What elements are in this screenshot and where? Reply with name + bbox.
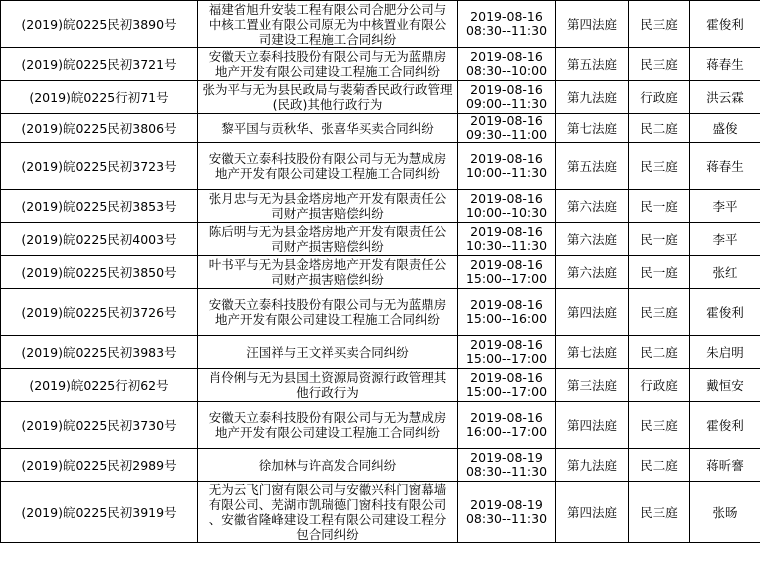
division-cell [629, 482, 690, 543]
division-cell [629, 336, 690, 369]
division: 民一庭 [640, 264, 678, 280]
hearing-time-cell [458, 289, 556, 336]
hearing-time: 09:00--11:30 [465, 96, 548, 111]
hearing-time-cell [458, 223, 556, 256]
hearing-time-cell [458, 336, 556, 369]
table-row [1, 369, 760, 402]
case-cause-cell [198, 449, 458, 482]
table-row [1, 223, 760, 256]
hearing-time: 08:30--11:30 [465, 511, 548, 526]
courtroom: 第三法庭 [566, 377, 617, 393]
division-cell [629, 81, 690, 114]
courtroom: 第七法庭 [566, 120, 617, 136]
case-cause-line: 黎平国与贡秋华、张喜华买卖合同纠纷 [221, 120, 434, 136]
case-number: (2019)皖0225民初3983号 [21, 344, 177, 360]
table-body [1, 1, 760, 543]
division: 民三庭 [640, 158, 678, 174]
case-cause-cell [198, 190, 458, 223]
hearing-time-cell [458, 143, 556, 190]
case-number-cell [1, 190, 198, 223]
courtroom-cell [556, 114, 629, 143]
judge: 戴恒安 [706, 377, 744, 393]
case-cause-line: 地产开发有限公司建设工程施工合同纠纷 [214, 166, 440, 181]
case-cause-line: 地产开发有限公司建设工程施工合同纠纷 [214, 425, 440, 440]
courtroom-cell [556, 223, 629, 256]
judge-cell [690, 449, 760, 482]
division: 民三庭 [640, 417, 678, 433]
division-cell [629, 256, 690, 289]
division-cell [629, 402, 690, 449]
judge-cell [690, 336, 760, 369]
courtroom-cell [556, 369, 629, 402]
case-cause-cell [198, 143, 458, 190]
division: 民一庭 [640, 198, 678, 214]
table-row [1, 143, 760, 190]
case-number: (2019)皖0225民初2989号 [21, 457, 177, 473]
judge: 蒋昕謇 [706, 457, 744, 473]
courtroom: 第四法庭 [566, 417, 617, 433]
judge-cell [690, 289, 760, 336]
case-number-cell [1, 369, 198, 402]
case-number-cell [1, 48, 198, 81]
hearing-time-cell [458, 114, 556, 143]
judge-cell [690, 402, 760, 449]
table-row [1, 402, 760, 449]
judge-cell [690, 190, 760, 223]
case-cause-line: 地产开发有限公司建设工程施工合同纠纷 [214, 64, 440, 79]
case-cause-line: 安徽天立泰科技股份有限公司与无为慧成房 [208, 151, 447, 166]
case-cause-cell [198, 289, 458, 336]
hearing-time-cell [458, 482, 556, 543]
judge: 朱启明 [706, 344, 744, 360]
case-cause-line: 张月忠与无为县金塔房地产开发有限责任公 [208, 191, 447, 206]
hearing-time: 09:30--11:00 [465, 127, 548, 142]
hearing-time-cell [458, 48, 556, 81]
hearing-time-cell [458, 402, 556, 449]
judge: 霍俊利 [706, 417, 744, 433]
case-cause-cell [198, 482, 458, 543]
division: 民二庭 [640, 457, 678, 473]
courtroom: 第九法庭 [566, 457, 617, 473]
judge: 盛俊 [712, 120, 738, 136]
case-cause-cell [198, 48, 458, 81]
case-number-cell [1, 289, 198, 336]
hearing-date: 2019-08-16 [470, 151, 543, 166]
case-cause-cell [198, 1, 458, 48]
hearing-date: 2019-08-16 [470, 49, 543, 64]
case-cause-line: 、安徽省隆峰建设工程有限公司建设工程分 [208, 512, 447, 527]
case-number-cell [1, 114, 198, 143]
hearing-date: 2019-08-16 [470, 297, 543, 312]
division-cell [629, 369, 690, 402]
case-cause-line: 无为云飞门窗有限公司与安徽兴科门窗幕墙 [208, 482, 447, 497]
case-number-cell [1, 1, 198, 48]
case-cause-line: 司财产损害赔偿纠纷 [271, 239, 384, 254]
case-cause-cell [198, 336, 458, 369]
judge-cell [690, 256, 760, 289]
hearing-time-cell [458, 256, 556, 289]
division: 行政庭 [640, 89, 678, 105]
hearing-date: 2019-08-16 [470, 224, 543, 239]
courtroom: 第七法庭 [566, 344, 617, 360]
case-cause-line: 肖伶俐与无为县国土资源局资源行政管理其 [208, 370, 447, 385]
table-row [1, 449, 760, 482]
case-number: (2019)皖0225民初3723号 [21, 158, 177, 174]
table-row [1, 1, 760, 48]
courtroom: 第四法庭 [566, 504, 617, 520]
case-number-cell [1, 482, 198, 543]
judge-cell [690, 482, 760, 543]
case-cause-line: 安徽天立泰科技股份有限公司与无为慧成房 [208, 410, 447, 425]
case-number-cell [1, 402, 198, 449]
hearing-date: 2019-08-19 [470, 450, 543, 465]
case-cause-line: 他行政行为 [296, 385, 359, 400]
hearing-time: 15:00--17:00 [465, 384, 548, 399]
table-row [1, 81, 760, 114]
courtroom-cell [556, 48, 629, 81]
courtroom-cell [556, 1, 629, 48]
hearing-time-cell [458, 1, 556, 48]
case-number-cell [1, 223, 198, 256]
hearing-time: 15:00--17:00 [465, 271, 548, 286]
hearing-date: 2019-08-16 [470, 410, 543, 425]
case-cause-line: 陈后明与无为县金塔房地产开发有限责任公 [208, 224, 447, 239]
judge-cell [690, 369, 760, 402]
case-cause-cell [198, 256, 458, 289]
courtroom: 第五法庭 [566, 56, 617, 72]
case-cause-line: 叶书平与无为县金塔房地产开发有限责任公 [208, 257, 447, 272]
hearing-time: 08:30--11:30 [465, 464, 548, 479]
hearing-time-cell [458, 449, 556, 482]
case-number-cell [1, 81, 198, 114]
case-cause-line: 包合同纠纷 [296, 527, 359, 542]
division: 民二庭 [640, 120, 678, 136]
hearing-time: 15:00--16:00 [465, 311, 548, 326]
case-number: (2019)皖0225行初62号 [29, 377, 169, 393]
case-number-cell [1, 143, 198, 190]
courtroom-cell [556, 256, 629, 289]
hearing-date: 2019-08-19 [470, 497, 543, 512]
courtroom: 第六法庭 [566, 198, 617, 214]
case-cause-line: 安徽天立泰科技股份有限公司与无为蓝鼎房 [208, 297, 447, 312]
case-number: (2019)皖0225民初3853号 [21, 198, 177, 214]
table-row [1, 336, 760, 369]
case-cause-line: 有限公司、芜湖市凯瑞德门窗科技有限公司 [208, 497, 447, 512]
courtroom-cell [556, 143, 629, 190]
courtroom-cell [556, 190, 629, 223]
case-number: (2019)皖0225行初71号 [29, 89, 169, 105]
judge-cell [690, 114, 760, 143]
case-cause-line: 司财产损害赔偿纠纷 [271, 272, 384, 287]
judge: 洪云霖 [706, 89, 744, 105]
division: 民三庭 [640, 56, 678, 72]
hearing-date: 2019-08-16 [470, 191, 543, 206]
case-number: (2019)皖0225民初3919号 [21, 504, 177, 520]
courtroom-cell [556, 289, 629, 336]
judge: 李平 [712, 198, 738, 214]
judge: 霍俊利 [706, 304, 744, 320]
division: 民三庭 [640, 304, 678, 320]
division-cell [629, 143, 690, 190]
courtroom: 第六法庭 [566, 264, 617, 280]
hearing-time: 10:00--11:30 [465, 165, 548, 180]
division-cell [629, 223, 690, 256]
case-number: (2019)皖0225民初3890号 [21, 16, 177, 32]
case-cause-line: 汪国祥与王文祥买卖合同纠纷 [246, 344, 409, 360]
hearing-time: 16:00--17:00 [465, 424, 548, 439]
hearing-date: 2019-08-16 [470, 82, 543, 97]
judge: 霍俊利 [706, 16, 744, 32]
judge-cell [690, 1, 760, 48]
case-number: (2019)皖0225民初3806号 [21, 120, 177, 136]
hearing-time-cell [458, 81, 556, 114]
judge: 张旸 [712, 504, 738, 520]
hearing-time: 10:00--10:30 [465, 205, 548, 220]
division-cell [629, 449, 690, 482]
division-cell [629, 190, 690, 223]
case-cause-line: 司建设工程施工合同纠纷 [258, 31, 397, 47]
hearing-time: 08:30--10:00 [465, 63, 548, 78]
courtroom-cell [556, 81, 629, 114]
division: 民二庭 [640, 344, 678, 360]
hearing-date: 2019-08-16 [470, 257, 543, 272]
case-cause-cell [198, 223, 458, 256]
hearing-date: 2019-08-16 [470, 113, 543, 128]
courtroom: 第六法庭 [566, 231, 617, 247]
division: 行政庭 [640, 377, 678, 393]
courtroom: 第五法庭 [566, 158, 617, 174]
case-cause-line: 福建省旭升安装工程有限公司合肥分公司与 [208, 1, 447, 17]
case-cause-line: 张为平与无为县民政局与裴菊香民政行政管理 [202, 82, 453, 97]
case-number: (2019)皖0225民初3721号 [21, 56, 177, 72]
case-cause-line: 司财产损害赔偿纠纷 [271, 206, 384, 221]
case-cause-line: 安徽天立泰科技股份有限公司与无为蓝鼎房 [208, 49, 447, 64]
division-cell [629, 114, 690, 143]
case-number: (2019)皖0225民初3850号 [21, 264, 177, 280]
judge-cell [690, 48, 760, 81]
judge: 张红 [712, 264, 738, 280]
division-cell [629, 1, 690, 48]
judge-cell [690, 223, 760, 256]
division-cell [629, 48, 690, 81]
case-number-cell [1, 336, 198, 369]
courtroom-cell [556, 336, 629, 369]
table-row [1, 482, 760, 543]
table-row [1, 114, 760, 143]
division-cell [629, 289, 690, 336]
case-number: (2019)皖0225民初3726号 [21, 304, 177, 320]
case-cause-line: (民政)其他行政行为 [272, 97, 383, 112]
table-row [1, 256, 760, 289]
case-cause-cell [198, 402, 458, 449]
case-cause-line: 中核工置业有限公司原无为中核置业有限公 [208, 16, 447, 32]
judge: 李平 [712, 231, 738, 247]
case-cause-cell [198, 81, 458, 114]
table-row [1, 289, 760, 336]
case-cause-line: 徐加林与许高发合同纠纷 [258, 457, 397, 473]
courtroom-cell [556, 402, 629, 449]
case-number: (2019)皖0225民初3730号 [21, 417, 177, 433]
hearing-date: 2019-08-16 [470, 370, 543, 385]
hearing-time: 10:30--11:30 [465, 238, 548, 253]
courtroom-cell [556, 482, 629, 543]
case-cause-cell [198, 369, 458, 402]
hearing-time: 15:00--17:00 [465, 351, 548, 366]
judge: 蒋春生 [706, 158, 744, 174]
judge: 蒋春生 [706, 56, 744, 72]
judge-cell [690, 81, 760, 114]
table-row [1, 190, 760, 223]
courtroom: 第九法庭 [566, 89, 617, 105]
hearing-time-cell [458, 190, 556, 223]
courtroom-cell [556, 449, 629, 482]
table-row [1, 48, 760, 81]
courtroom: 第四法庭 [566, 16, 617, 32]
hearing-date: 2019-08-16 [470, 9, 543, 24]
case-number-cell [1, 449, 198, 482]
case-cause-cell [198, 114, 458, 143]
hearing-time-cell [458, 369, 556, 402]
case-cause-line: 地产开发有限公司建设工程施工合同纠纷 [214, 312, 440, 327]
case-number: (2019)皖0225民初4003号 [21, 231, 177, 247]
division: 民三庭 [640, 504, 678, 520]
courtroom: 第四法庭 [566, 304, 617, 320]
division: 民一庭 [640, 231, 678, 247]
hearing-time: 08:30--11:30 [465, 23, 548, 38]
hearing-date: 2019-08-16 [470, 337, 543, 352]
case-number-cell [1, 256, 198, 289]
judge-cell [690, 143, 760, 190]
division: 民三庭 [640, 16, 678, 32]
